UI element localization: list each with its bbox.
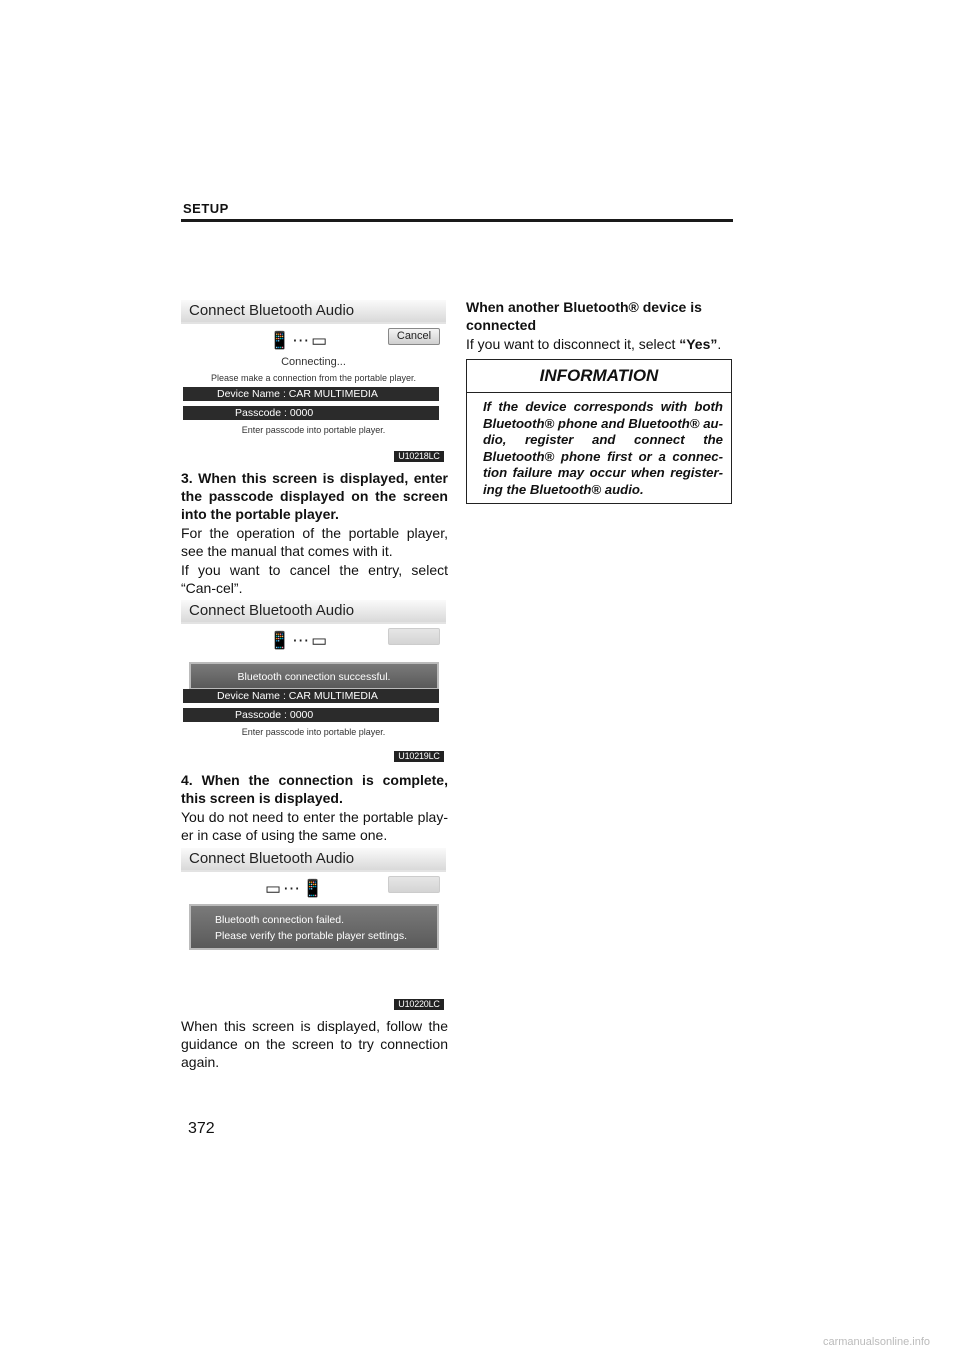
step-3: 3. When this screen is displayed, enter the passcode displayed on the screen into the portable player. xyxy=(181,470,448,522)
other-device-text-main: If you want to disconnect it, select xyxy=(466,336,680,352)
success-popup xyxy=(189,662,439,690)
cancel-button[interactable]: Cancel xyxy=(388,328,440,345)
passcode-bar xyxy=(183,708,439,722)
device-name-bar xyxy=(183,387,439,401)
passcode-hint: Enter passcode into portable player. xyxy=(241,425,386,435)
figure-code: U10220LC xyxy=(394,999,444,1010)
yes-option: “Yes” xyxy=(679,336,718,352)
phone-to-unit-icon: 📱⋯▭ xyxy=(269,631,330,650)
passcode-bar xyxy=(183,406,439,420)
cancel-button-disabled xyxy=(388,876,440,893)
success-message: Bluetooth connection successful. xyxy=(237,671,391,683)
figure-code: U10219LC xyxy=(394,751,444,762)
screenshot-connecting xyxy=(181,300,446,463)
connecting-status: Connecting... xyxy=(281,356,346,368)
passcode: Passcode : 0000 xyxy=(235,407,314,419)
screen-title: Connect Bluetooth Audio xyxy=(181,600,446,624)
step-4-note: You do not need to enter the portable play-er in case of using the same one. xyxy=(181,809,448,843)
information-rule xyxy=(467,392,731,393)
failure-note: When this screen is displayed, follow the guidance on the screen to try connection again. xyxy=(181,1018,448,1070)
failure-message: Bluetooth connection failed. xyxy=(215,914,345,926)
device-name-bar xyxy=(183,689,439,703)
other-device-text xyxy=(466,335,736,353)
screen-title: Connect Bluetooth Audio xyxy=(181,300,446,324)
information-title: INFORMATION xyxy=(539,366,659,385)
information-body: If the device corresponds with both Bluetooth® phone and Bluetooth® au-dio, register and connect the Bluetooth® phone first or a connec-tion failure may occur when register-ing the Bluetooth® audio. xyxy=(483,399,723,497)
footer-watermark: carmanualsonline.info xyxy=(822,1336,930,1348)
screenshot-success xyxy=(181,600,446,763)
passcode: Passcode : 0000 xyxy=(235,709,314,721)
figure-code: U10218LC xyxy=(394,451,444,462)
device-name: Device Name : CAR MULTIMEDIA xyxy=(217,388,378,400)
other-device-text-end: . xyxy=(717,336,722,352)
other-device-heading: When another Bluetooth® device is connected xyxy=(466,299,702,333)
passcode-hint: Enter passcode into portable player. xyxy=(241,727,386,737)
device-name: Device Name : CAR MULTIMEDIA xyxy=(217,690,378,702)
section-header: SETUP xyxy=(183,201,229,216)
header-rule xyxy=(181,219,733,222)
failure-popup xyxy=(189,904,439,950)
step-4: 4. When the connection is complete, this screen is displayed. xyxy=(181,772,448,806)
connection-instruction: Please make a connection from the portable player. xyxy=(210,373,417,383)
page-number: 372 xyxy=(188,1120,215,1137)
screenshot-failed xyxy=(181,848,446,1011)
screen-title: Connect Bluetooth Audio xyxy=(181,848,446,872)
unit-to-phone-icon: ▭⋯📱 xyxy=(265,879,326,898)
phone-to-unit-icon: 📱⋯▭ xyxy=(269,331,330,350)
information-box xyxy=(466,359,732,504)
failure-instruction: Please verify the portable player settings. xyxy=(215,930,408,942)
cancel-button-disabled xyxy=(388,628,440,645)
step-3-note-1: For the operation of the portable player, see the manual that comes with it. xyxy=(181,525,448,559)
step-3-note-2: If you want to cancel the entry, select “Can-cel”. xyxy=(181,562,448,596)
